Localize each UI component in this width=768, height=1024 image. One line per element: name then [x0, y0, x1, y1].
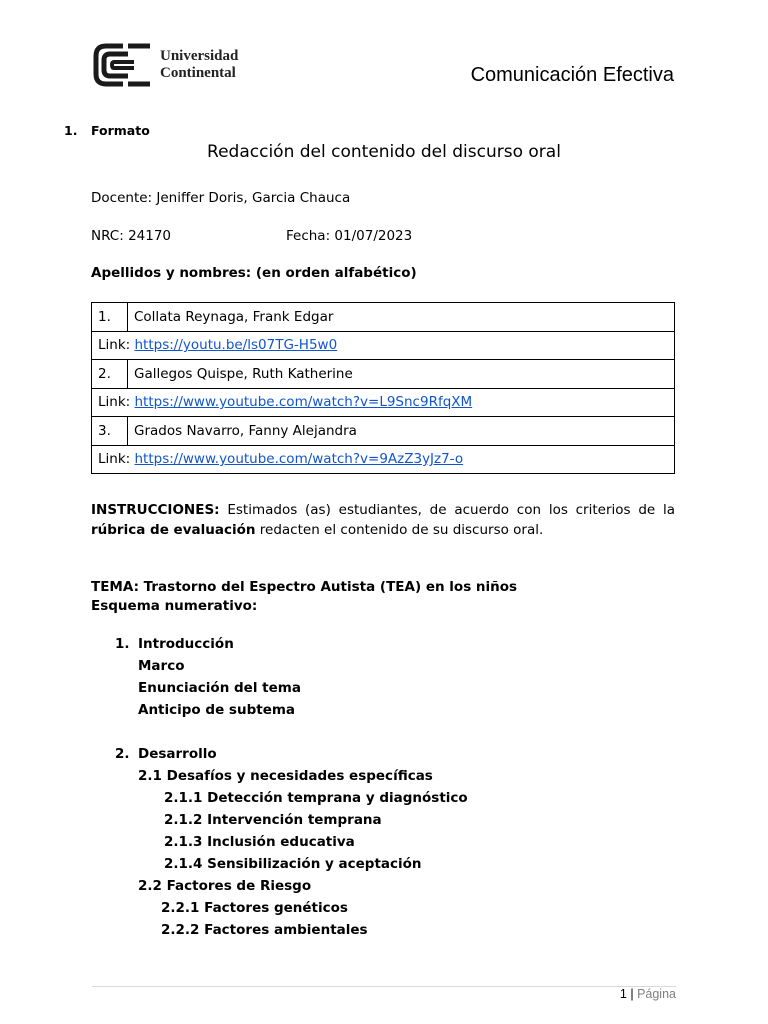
logo-line-2: Continental: [160, 65, 236, 81]
outline-item: 2.1.3 Inclusión educativa: [164, 834, 355, 850]
instructions-text-end: redacten el contenido de su discurso oral.: [255, 522, 544, 538]
link-cell: [92, 388, 675, 417]
student-number: 2.: [92, 360, 128, 389]
student-name: Grados Navarro, Fanny Alejandra: [128, 417, 675, 446]
instructions-paragraph: [91, 500, 675, 540]
esquema-heading: Esquema numerativo:: [91, 598, 258, 614]
student-number: 3.: [92, 417, 128, 446]
outline-item: Anticipo de subtema: [138, 702, 296, 718]
outline-item: 2.2 Factores de Riesgo: [138, 878, 312, 894]
section-number: 1.: [64, 123, 78, 138]
fecha-line: Fecha: 01/07/2023: [286, 228, 413, 244]
video-link[interactable]: https://www.youtube.com/watch?v=L9Snc9RfqXM: [134, 394, 473, 411]
table-row: [92, 388, 675, 417]
outline-item: 2.1.1 Detección temprana y diagnóstico: [164, 790, 468, 806]
link-cell: [92, 331, 675, 360]
course-title: Comunicación Efectiva: [470, 64, 674, 86]
link-label: Link:: [98, 337, 131, 354]
document-title: Redacción del contenido del discurso oral: [207, 142, 561, 162]
outline-item: Desarrollo: [138, 746, 217, 762]
outline-number: 1.: [115, 636, 130, 652]
student-number: 1.: [92, 303, 128, 332]
outline-item: 2.1.2 Intervención temprana: [164, 812, 382, 828]
logo-line-1: Universidad: [160, 48, 239, 64]
footer-page-word: Página: [637, 987, 676, 1001]
outline-item: 2.1.4 Sensibilización y aceptación: [164, 856, 422, 872]
docente-line: Docente: Jeniffer Doris, Garcia Chauca: [91, 190, 351, 206]
instructions-bold: rúbrica de evaluación: [91, 522, 256, 538]
link-label: Link:: [98, 394, 131, 411]
continental-logo-icon: [92, 42, 154, 88]
link-cell: [92, 445, 675, 474]
student-name: Collata Reynaga, Frank Edgar: [128, 303, 675, 332]
table-row: [92, 445, 675, 474]
university-logo: [92, 42, 262, 88]
nrc-line: NRC: 24170: [91, 228, 172, 244]
outline-item: Introducción: [138, 636, 234, 652]
outline-item: 2.2.2 Factores ambientales: [161, 922, 368, 938]
video-link[interactable]: https://www.youtube.com/watch?v=9AzZ3yJz7-o: [134, 451, 464, 468]
table-row: [92, 360, 675, 389]
student-name: Gallegos Quispe, Ruth Katherine: [128, 360, 675, 389]
tema-heading: TEMA: Trastorno del Espectro Autista (TEA) en los niños: [91, 579, 518, 595]
table-row: [92, 331, 675, 360]
instructions-label: INSTRUCCIONES:: [91, 502, 220, 518]
table-row: [92, 417, 675, 446]
outline-item: 2.2.1 Factores genéticos: [161, 900, 348, 916]
page-footer: [620, 987, 676, 1001]
footer-divider: [92, 986, 676, 987]
instructions-text: Estimados (as) estudiantes, de acuerdo con los criterios de la: [219, 502, 675, 518]
apellidos-heading: Apellidos y nombres: (en orden alfabético): [91, 265, 417, 281]
link-label: Link:: [98, 451, 131, 468]
section-title: Formato: [91, 123, 150, 138]
video-link[interactable]: https://youtu.be/ls07TG-H5w0: [134, 337, 338, 354]
footer-separator: |: [630, 987, 634, 1001]
students-table: [91, 302, 675, 474]
outline-item: 2.1 Desafíos y necesidades específicas: [138, 768, 433, 784]
table-row: [92, 303, 675, 332]
outline-number: 2.: [115, 746, 130, 762]
outline-item: Marco: [138, 658, 185, 674]
outline-item: Enunciación del tema: [138, 680, 301, 696]
logo-text: [160, 48, 238, 82]
page-number: 1: [619, 987, 627, 1001]
